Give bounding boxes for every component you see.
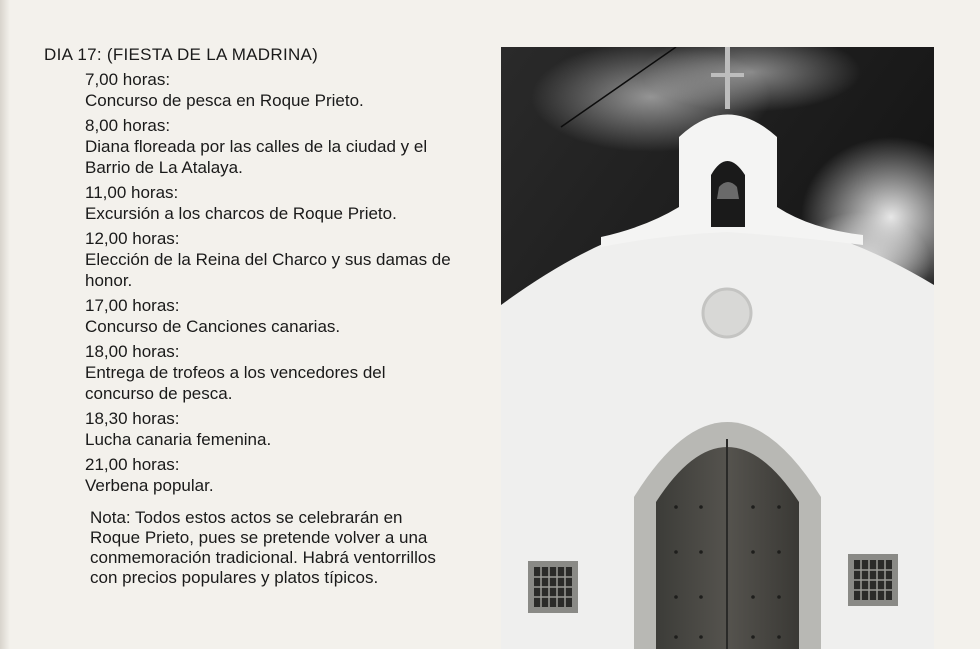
barred-window-right — [848, 554, 898, 606]
event-time: 17,00 horas: — [85, 296, 180, 315]
event-item — [85, 69, 454, 111]
event-item — [85, 341, 454, 404]
page-edge — [0, 0, 10, 649]
event-time: 11,00 horas: — [85, 183, 179, 202]
day-heading: DIA 17: (FIESTA DE LA MADRINA) — [44, 45, 319, 64]
event-time: 18,00 horas: — [85, 342, 180, 361]
event-item — [85, 408, 454, 450]
chapel-illustration — [501, 47, 934, 649]
event-description: Elección de la Reina del Charco y sus damas de honor. — [85, 250, 451, 290]
event-description: Entrega de trofeos a los vencedores del concurso de pesca. — [85, 363, 386, 403]
cross-arm — [711, 73, 744, 77]
event-description: Concurso de pesca en Roque Prieto. — [85, 91, 364, 110]
event-time: 21,00 horas: — [85, 455, 180, 474]
chapel-photo — [501, 47, 934, 649]
event-item — [85, 454, 454, 496]
event-description: Concurso de Canciones canarias. — [85, 317, 341, 336]
program-text — [44, 44, 454, 588]
round-window — [703, 289, 751, 337]
event-list — [85, 69, 454, 496]
event-item — [85, 295, 454, 337]
event-description: Diana floreada por las calles de la ciudad y el Barrio de La Atalaya. — [85, 137, 428, 177]
event-item — [85, 228, 454, 291]
event-description: Lucha canaria femenina. — [85, 430, 272, 449]
event-item — [85, 115, 454, 178]
event-item — [85, 182, 454, 224]
event-time: 18,30 horas: — [85, 409, 180, 428]
cross-icon — [725, 47, 730, 109]
barred-window-left — [528, 561, 578, 613]
event-description: Excursión a los charcos de Roque Prieto. — [85, 204, 397, 223]
event-time: 8,00 horas: — [85, 116, 171, 135]
event-description: Verbena popular. — [85, 476, 214, 495]
note-paragraph: Nota: Todos estos actos se celebrarán en Roque Prieto, pues se pretende volver a una conmemoración tradicional. Habrá ventorrillos con precios populares y platos típicos. — [90, 508, 436, 587]
event-time: 12,00 horas: — [85, 229, 180, 248]
event-time: 7,00 horas: — [85, 70, 171, 89]
